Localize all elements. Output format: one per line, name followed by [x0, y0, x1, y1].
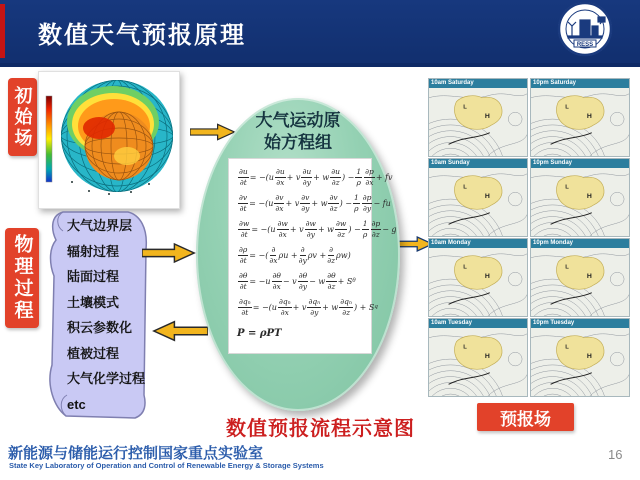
physics-process-item: 土壤模式 — [67, 294, 120, 310]
forecast-maps-grid — [428, 78, 630, 397]
equation-line: $\frac{\partial\rho}{\partial t}$ = −( $\frac{\partial}{\partial x}$ ρu + $\frac{\partial}{\partial y}$ ρv + $\frac{\partial}{\partial z}$ ρw) — [239, 245, 351, 265]
physics-process-item: 大气化学过程 — [67, 371, 146, 386]
header-bar — [0, 0, 640, 67]
forecast-map-cell — [428, 78, 528, 157]
equation-line: $\frac{\partial v}{\partial t}$ = −(u $\frac{\partial v}{\partial x}$ + v $\frac{\partial v}{\partial y}$ + w $\frac{\partial v}{\partial z}$ ) − $\frac{1}{\rho}$ $\frac{\partial p}{\partial y}$ − fu — [239, 193, 391, 213]
equations-title-line2: 始方程组 — [264, 133, 332, 152]
weather-map-image — [531, 88, 629, 156]
map-title: 10am Saturday — [429, 79, 527, 88]
map-title: 10pm Tuesday — [531, 319, 629, 328]
svg-text:L: L — [565, 184, 569, 191]
forecast-map-cell — [530, 158, 630, 237]
weather-map-image — [531, 328, 629, 396]
svg-text:L: L — [463, 344, 467, 351]
weather-map-image — [429, 248, 527, 316]
forecast-map-cell — [530, 318, 630, 397]
svg-text:H: H — [586, 273, 592, 281]
initial-field-label: 初始场 — [8, 78, 37, 156]
map-title: 10pm Saturday — [531, 79, 629, 88]
map-title: 10pm Monday — [531, 239, 629, 248]
svg-text:L: L — [463, 184, 467, 191]
svg-text:H: H — [586, 113, 592, 121]
logo-ress-text: RESS — [576, 42, 594, 48]
svg-text:L: L — [565, 104, 569, 111]
physics-process-item: 辐射过程 — [67, 243, 120, 259]
colorbar — [46, 96, 52, 182]
equation-line: P = ρPT — [237, 327, 282, 339]
primitive-equations-panel — [196, 98, 400, 411]
weather-map-image — [531, 248, 629, 316]
svg-text:H: H — [586, 193, 592, 201]
svg-text:H: H — [484, 193, 490, 201]
map-title: 10am Monday — [429, 239, 527, 248]
equation-line: $\frac{\text{∂qₙ}}{\partial t}$ = −(u $\frac{\text{∂qₙ}}{\partial x}$ + v $\frac{\text{∂qₙ}}{\partial y}$ + w $\frac{\text{∂qₙ}}{\partial z}$ ) + S q — [239, 297, 378, 317]
forecast-map-cell — [428, 318, 528, 397]
svg-text:L: L — [565, 264, 569, 271]
forecast-map-cell — [530, 238, 630, 317]
physics-process-label: 物理过程 — [5, 228, 39, 328]
weather-map-image — [429, 88, 527, 156]
physics-process-list — [67, 213, 153, 417]
physics-process-item: 积云参数化 — [67, 320, 133, 335]
forecast-map-cell — [428, 158, 528, 237]
lab-logo-icon — [556, 2, 614, 60]
svg-text:H: H — [484, 353, 490, 361]
forecast-map-cell — [428, 238, 528, 317]
svg-text:H: H — [484, 273, 490, 281]
svg-text:L: L — [565, 344, 569, 351]
svg-text:H: H — [484, 113, 490, 121]
equation-line: $\frac{\partial\theta}{\partial t}$ = −u $\frac{\partial\theta}{\partial x}$ − v $\frac{\partial\theta}{\partial y}$ − w $\frac{\partial\theta}{\partial z}$ + S θ — [239, 271, 356, 291]
svg-text:H: H — [586, 353, 592, 361]
equations-title — [196, 110, 400, 154]
equations-list — [228, 158, 397, 354]
svg-text:L: L — [463, 104, 467, 111]
equations-title-line1: 大气运动原 — [255, 111, 341, 130]
physics-process-item: etc — [67, 396, 86, 412]
equation-line: $\frac{\partial w}{\partial t}$ = −(u $\frac{\partial w}{\partial x}$ + v $\frac{\partial w}{\partial y}$ + w $\frac{\partial w}{\partial z}$ ) − $\frac{1}{\rho}$ $\frac{\partial p}{\partial z}$ − g — [239, 219, 397, 239]
forecast-field-label: 预报场 — [477, 403, 574, 431]
equation-line: $\frac{\partial u}{\partial t}$ = −(u $\frac{\partial u}{\partial x}$ + v $\frac{\partial u}{\partial y}$ + w $\frac{\partial u}{\partial z}$ ) − $\frac{1}{\rho}$ $\frac{\partial p}{\partial x}$ + fv — [239, 167, 393, 187]
lab-name-english: State Key Laboratory of Operation and Control of Renewable Energy & Storage Systems — [9, 461, 324, 470]
weather-map-image — [429, 328, 527, 396]
forecast-map-cell — [530, 78, 630, 157]
physics-process-item: 大气边界层 — [67, 218, 133, 233]
globe-model-image — [38, 71, 180, 209]
svg-text:L: L — [463, 264, 467, 271]
weather-map-image — [531, 168, 629, 236]
map-title: 10am Tuesday — [429, 319, 527, 328]
header-red-accent — [0, 4, 5, 58]
slide-title: 数值天气预报原理 — [38, 22, 246, 49]
arrow-physics-to-equations — [142, 241, 196, 265]
physics-process-item: 陆面过程 — [67, 269, 120, 284]
flow-diagram-caption: 数值预报流程示意图 — [226, 418, 415, 440]
weather-map-image — [429, 168, 527, 236]
page-number: 16 — [608, 447, 623, 462]
lab-name-chinese: 新能源与储能运行控制国家重点实验室 — [8, 445, 264, 462]
map-title: 10am Sunday — [429, 159, 527, 168]
arrow-equations-to-physics — [152, 319, 208, 343]
map-title: 10pm Sunday — [531, 159, 629, 168]
physics-process-item: 植被过程 — [67, 345, 120, 361]
physics-process-scroll — [45, 207, 153, 423]
